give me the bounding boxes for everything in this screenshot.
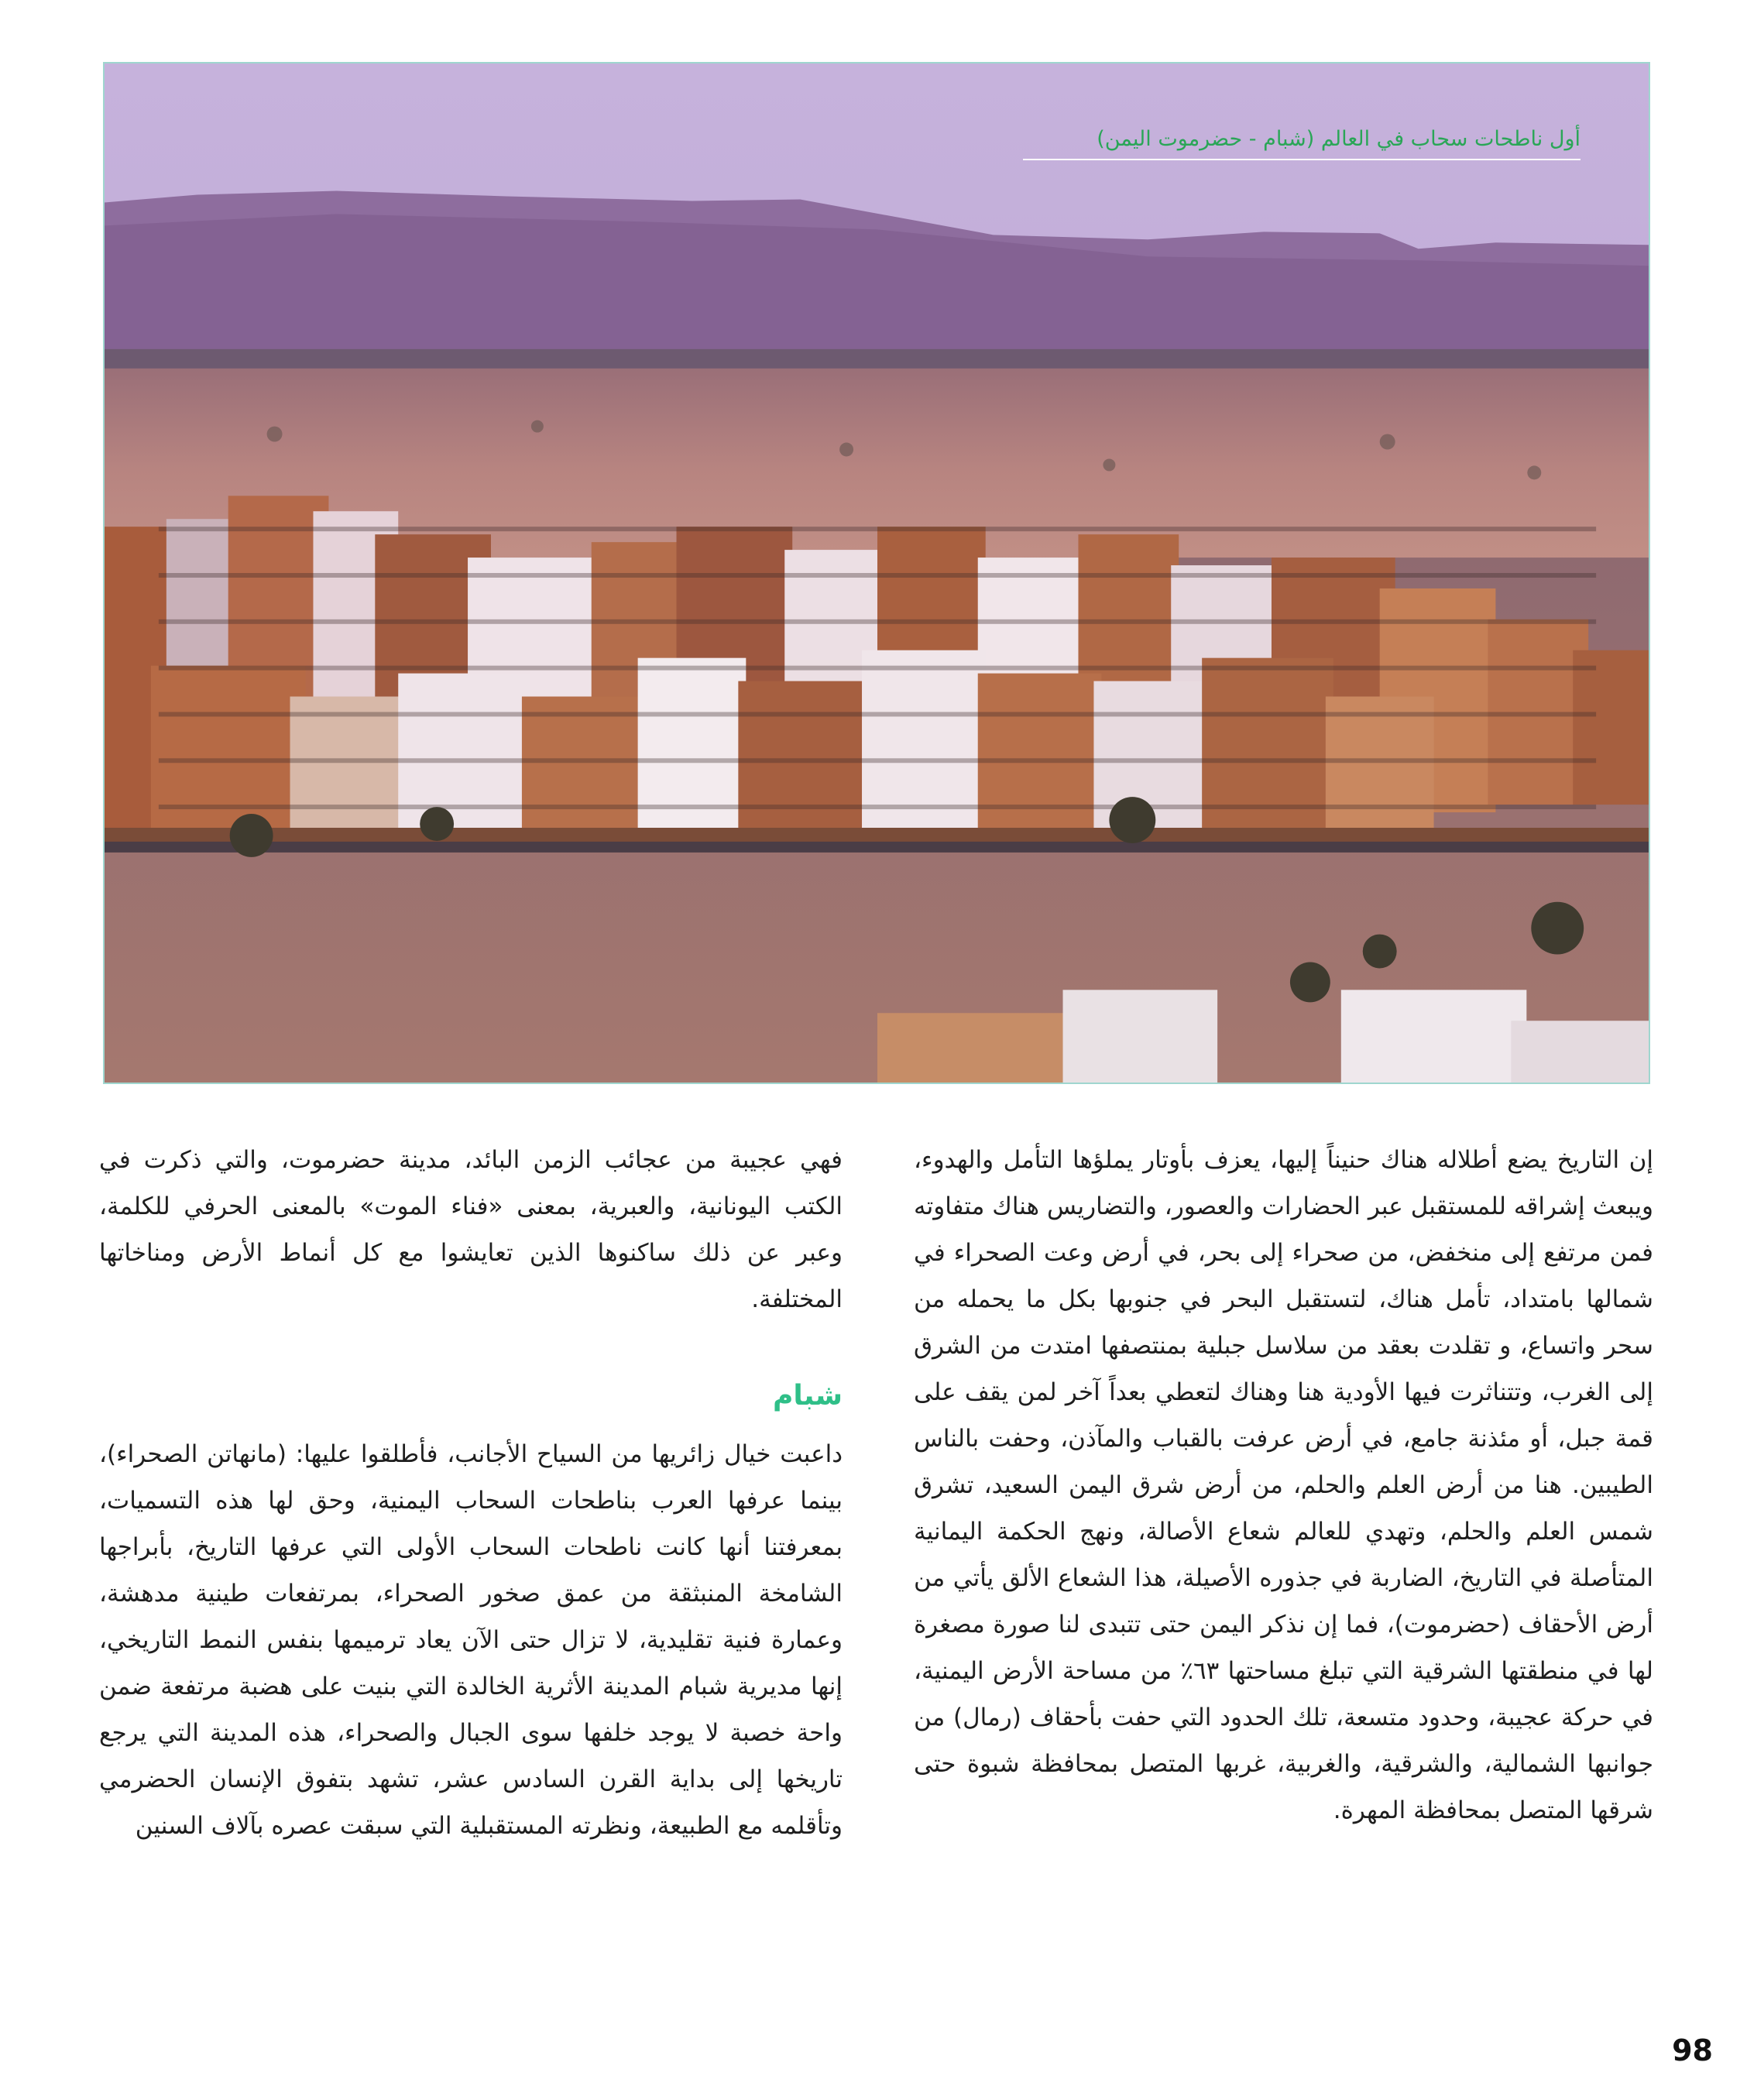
intro-paragraph: إن التاريخ يضع أطلاله هناك حنيناً إليها، يعزف بأوتار يملؤها التأمل والهدوء، ويبعث إشراقه للمستقبل عبر الحضارات والعصور، والتضاريس هناك متفاوته فمن مرتفع إلى منخفض، من صحراء إلى بحر، في أرض وعت الصحراء في شمالها بامتداد، تأمل هناك، لتستقبل البحر في جنوبها بكل ما يحمله من سحر واتساع، و تقلدت بعقد من سلاسل جبلية بمنتصفها امتدت من الشرق إلى الغرب، وتتناثرت فيها الأودية هنا وهناك لتعطي بعداً آخر لمن يقف على قمة جبل، أو مئذنة جامع، في أرض عرفت بالقباب والمآذن، وحفت بالناس الطيبين. هنا من أرض العلم والحلم، من أرض شرق اليمن السعيد، تشرق شمس العلم والحلم، وتهدي للعالم شعاع الأصالة، ونهج الحكمة اليمانية المتأصلة في التاريخ، الضاربة في جذوره الأصيلة، هذا الشعاع الألق يأتي من أرض الأحقاف (حضرموت)، فما إن نذكر اليمن حتى تتبدى لنا صورة مصغرة لها في منطقتها الشرقية التي تبلغ مساحتها ٦٣٪ من مساحة الأرض اليمنية، في حركة عجيبة، وحدود متسعة، تلك الحدود التي حفت بأحقاف (رمال) من جوانبها الشمالية، والشرقية، والغربية، غربها المتصل بمحافظة شبوة حتى شرقها المتصل بمحافظة المهرة. (914, 1146, 1653, 1824)
shibam-paragraph: داعبت خيال زائريها من السياح الأجانب، فأطلقوا عليها: (مانهاتن الصحراء)، بينما عرفها العرب بناطحات السحاب اليمنية، وحق لها هذه التسميات، بمعرفتنا أنها كانت ناطحات السحاب الأولى التي عرفها التاريخ، بأبراجها الشامخة المنبثقة من عمق صخور الصحراء، بمرتفعات طينية مدهشة، وعمارة فنية تقليدية، لا تزال حتى الآن يعاد ترميمها بنفس النمط التاريخي، إنها مديرية شبام المدينة الأثرية الخالدة التي بنيت على هضبة مرتفعة ضمن واحة خصبة لا يوجد خلفها سوى الجبال والصحراء، هذه المدينة التي يرجع تاريخها إلى بداية القرن السادس عشر، تشهد بتفوق الإنسان الحضرمي وتأقلمه مع الطبيعة، ونظرته المستقبلية التي سبقت عصره بآلاف السنين (99, 1440, 843, 1840)
photo-caption: أول ناطحات سحاب في العالم (شبام - حضرموت اليمن) (1023, 127, 1581, 160)
page-number: 98 (1672, 2033, 1713, 2067)
shibam-photo (103, 62, 1650, 1084)
shibam-heading: شبام (773, 1380, 843, 1412)
hadramout-paragraph: فهي عجيبة من عجائب الزمن البائد، مدينة حضرموت، والتي ذكرت في الكتب اليونانية، والعبرية، بمعنى «فناء الموت» بالمعنى الحرفي للكلمة، وعبر عن ذلك ساكنوها الذين تعايشوا مع كل أنماط الأرض ومناخاتها المختلفة. (99, 1146, 843, 1313)
article-column-left-bottom (99, 1431, 843, 1849)
article-column-left-top (99, 1137, 843, 1323)
article-column-right (914, 1137, 1653, 1834)
shibam-city-illustration (105, 63, 1649, 1083)
